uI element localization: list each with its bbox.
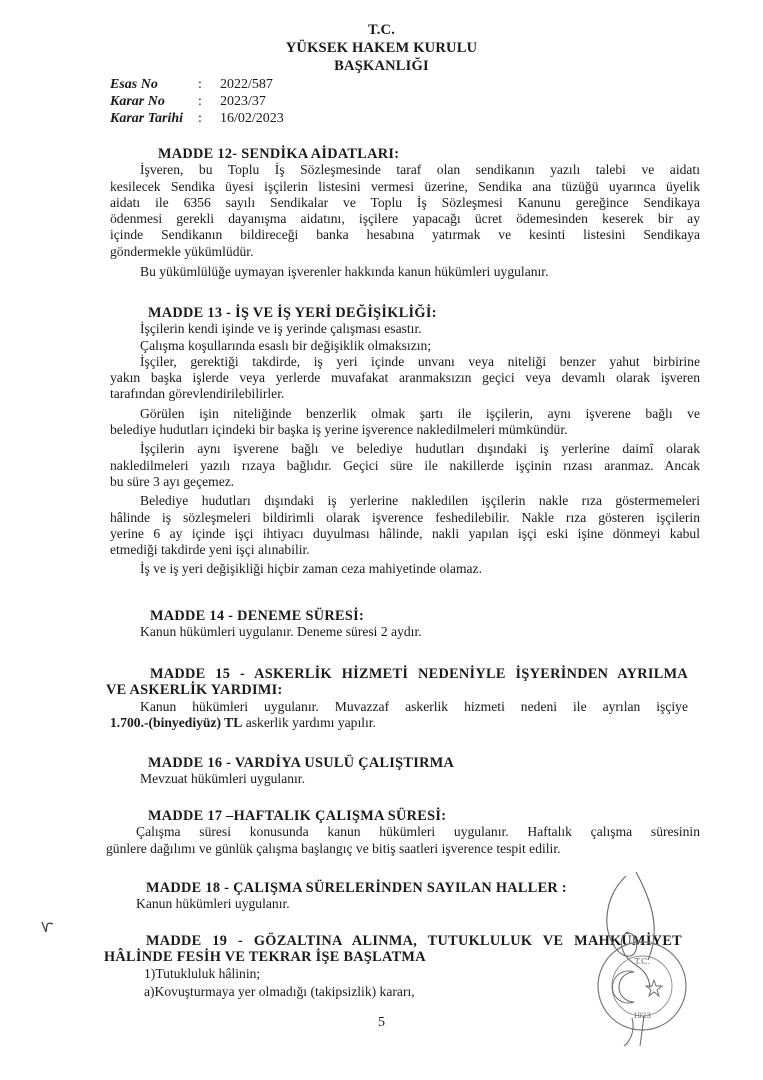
case-info <box>110 76 284 127</box>
article-19-title-cont: HÂLİNDE FESİH VE TEKRAR İŞE BAŞLATMA <box>104 949 426 966</box>
article-13-line: İşçiler, gerektiği takdirde, iş yeri içinde unvanı veya niteliği benzer yahut birbirine <box>140 353 700 369</box>
esas-colon: : <box>198 77 202 92</box>
article-17 <box>106 808 700 857</box>
seal-year-text: 1923 <box>633 1012 651 1020</box>
article-12-line: kesilecek Sendika üyesi işçilerin listesini vermesi üzerine, Sendika ana tüzüğü uyarınca üyelik <box>110 178 700 194</box>
page-number: 5 <box>378 1015 385 1030</box>
article-12-line: göndermekle yükümlüdür. <box>110 243 254 259</box>
article-12-line: aidatı ile 6356 sayılı Sendikalar ve Toplu İş Sözleşmesi Kanunu gereğince Sendikaya <box>110 194 700 210</box>
article-15-title-cont: VE ASKERLİK YARDIMI: <box>106 682 283 699</box>
article-13-line: nakledilmeleri yazılı rızaya bağlıdır. Geçici süre ile nakillerde işçinin rızası aranmaz. Ancak <box>110 457 700 473</box>
article-13 <box>110 305 700 578</box>
article-12-title: MADDE 12- SENDİKA AİDATLARI: <box>158 146 400 162</box>
article-18-line: Kanun hükümleri uygulanır. <box>136 896 290 912</box>
tarih-label: Karar Tarihi <box>110 111 184 126</box>
header-tc: T.C. <box>367 22 396 38</box>
esas-label: Esas No <box>110 77 158 92</box>
article-19-title: MADDE 19 - GÖZALTINA ALINMA, TUTUKLULUK VE MAHKÛMİYET <box>146 933 682 949</box>
article-16-title: MADDE 16 - VARDİYA USULÜ ÇALIŞTIRMA <box>148 755 455 771</box>
article-13-line: Görülen işin niteliğinde benzerlik olmak şartı ile işçilerin, aynı işverene bağlı ve <box>140 405 700 421</box>
article-13-line: İşçilerin aynı işverene bağlı ve belediye hudutları dışındaki iş yerlerine daimî olarak <box>140 441 700 457</box>
esas-value: 2022/587 <box>220 77 273 92</box>
article-15 <box>106 666 688 731</box>
article-16 <box>110 755 700 788</box>
article-12-line: İşveren, bu Toplu İş Sözleşmesinde taraf olan sendikanın yazılı talebi ve aidatı <box>140 162 700 178</box>
article-17-line: günlere dağılımı ve günlük çalışma başlangıç ve bitiş saatleri işverence tespit edilir. <box>106 840 561 856</box>
karar-label: Karar No <box>110 94 165 109</box>
tarih-value: 16/02/2023 <box>220 111 284 126</box>
article-17-title: MADDE 17 –HAFTALIK ÇALIŞMA SÜRESİ: <box>148 808 447 824</box>
article-19-line: a)Kovuşturmaya yer olmadığı (takipsizlik) kararı, <box>144 983 415 999</box>
seal-tc-text: T.C. <box>634 957 650 966</box>
header-presidency: BAŞKANLIĞI <box>334 58 429 74</box>
article-15-title: MADDE 15 - ASKERLİK HİZMETİ NEDENİYLE İŞYERİNDEN AYRILMA <box>150 666 688 682</box>
article-13-line: Belediye hudutları dışındaki iş yerlerine nakledilen işçilerin nakle rıza göstermemeleri <box>140 493 700 509</box>
article-18-title: MADDE 18 - ÇALIŞMA SÜRELERİNDEN SAYILAN HALLER : <box>146 880 567 896</box>
article-13-line: tarafından görevlendirilebilirler. <box>110 386 285 402</box>
article-13-line: yakın başka işlerde veya yerlerde muvafakat aranmaksızın geçici veya devamlı olarak işveren <box>110 370 700 386</box>
tarih-colon: : <box>198 111 202 126</box>
article-13-line: İş ve iş yeri değişikliği hiçbir zaman ceza mahiyetinde olamaz. <box>140 561 482 577</box>
article-12-line: içinde Sendikanın bildireceği banka hesabına yatırmak ve kesinti listesini Sendikaya <box>110 227 700 243</box>
article-15-amount: 1.700.-(binyediyüz) TL <box>110 714 243 730</box>
article-13-line: belediye hudutları içindeki bir başka iş yerine işverence nakledilmeleri mümkündür. <box>110 422 568 438</box>
karar-row <box>110 93 284 110</box>
esas-row <box>110 76 284 93</box>
margin-mark-icon <box>40 918 56 936</box>
header-institution: YÜKSEK HAKEM KURULU <box>285 40 478 56</box>
tarih-row <box>110 110 284 127</box>
article-12 <box>110 146 700 280</box>
article-13-line: yerine 6 ay içinde işçi ihtiyacı duyulması hâlinde, nakli yapılan işçi eski işine dönmeyi kabul <box>110 525 700 541</box>
article-13-line: etmediği takdirde yeni işçi alınabilir. <box>110 542 310 558</box>
article-19-line: 1)Tutukluluk hâlinin; <box>144 965 261 981</box>
article-13-title: MADDE 13 - İŞ VE İŞ YERİ DEĞİŞİKLİĞİ: <box>148 305 437 321</box>
article-12-line: ödenmesi gerekli dayanışma aidatını, işçilere yapacağı ücret ödemesinden keserek bir ay <box>110 211 700 227</box>
article-14-title: MADDE 14 - DENEME SÜRESİ: <box>150 608 365 624</box>
karar-colon: : <box>198 94 202 109</box>
official-seal-icon <box>578 868 704 1048</box>
article-14-line: Kanun hükümleri uygulanır. Deneme süresi 2 aydır. <box>140 624 422 640</box>
article-16-line: Mevzuat hükümleri uygulanır. <box>140 771 305 787</box>
article-15-line: Kanun hükümleri uygulanır. Muvazzaf askerlik hizmeti nedeni ile ayrılan işçiye <box>140 698 688 714</box>
article-12-line: Bu yükümlülüğe uymayan işverenler hakkında kanun hükümleri uygulanır. <box>140 264 549 280</box>
article-14 <box>110 608 700 641</box>
article-13-line: İşçilerin kendi işinde ve iş yerinde çalışması esastır. <box>140 321 422 337</box>
article-17-line: Çalışma süresi konusunda kanun hükümleri uygulanır. Haftalık çalışma süresinin <box>136 824 700 840</box>
article-15-line <box>110 715 688 731</box>
article-13-line: Çalışma koşullarında esaslı bir değişiklik olmaksızın; <box>140 337 432 353</box>
karar-value: 2023/37 <box>220 94 266 109</box>
article-13-line: hâlinde iş sözleşmeleri bildirimli olarak işverence feshedilebilir. Nakle rıza gösteren işçilerin <box>110 509 700 525</box>
article-15-line-rest: askerlik yardımı yapılır. <box>242 714 376 730</box>
article-13-line: bu süre 3 ayı geçemez. <box>110 473 235 489</box>
